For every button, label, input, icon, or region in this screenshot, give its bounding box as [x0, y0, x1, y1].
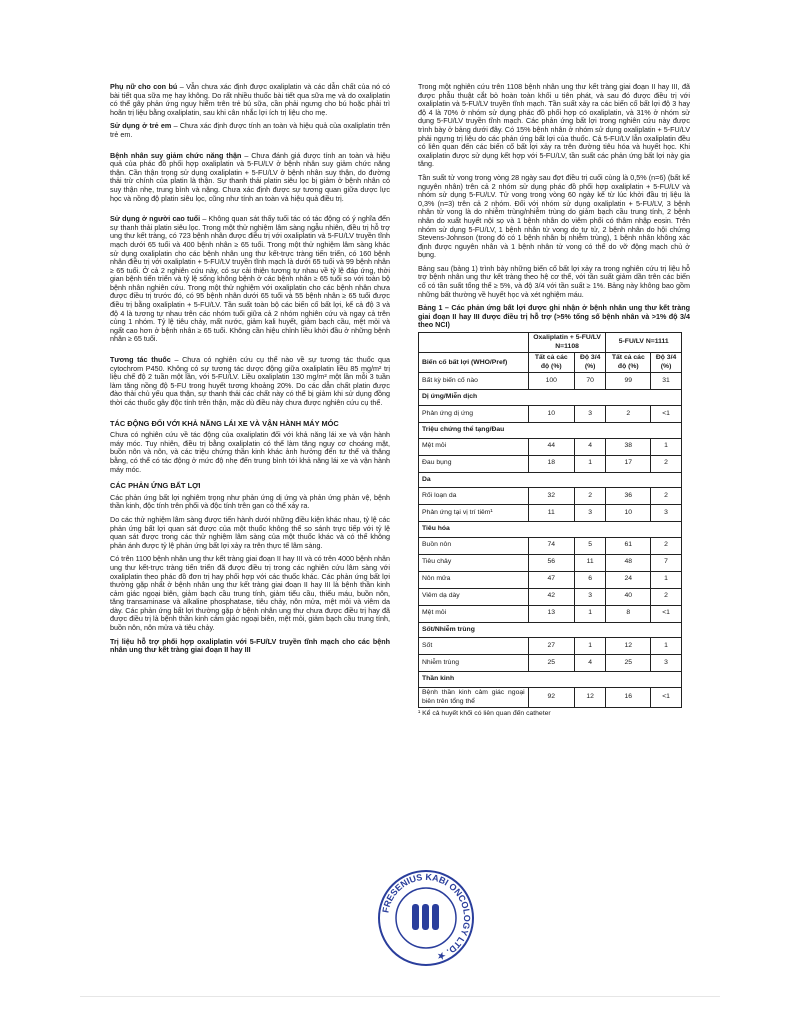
table-cell-grade-34-2: 31 — [651, 373, 682, 390]
table-cell-event: Buồn nôn — [419, 537, 529, 554]
table-body — [419, 373, 682, 708]
table-cell-all-grades-2: 38 — [606, 438, 651, 455]
text-children: – Chưa xác định được tính an toàn và hiệu quả của oxaliplatin trên trẻ em. — [110, 121, 390, 139]
table-cell-event: Nhiễm trùng — [419, 655, 529, 672]
right-column — [418, 83, 690, 719]
table-section-label: Tiêu hóa — [419, 522, 682, 538]
paragraph-driving: Chưa có nghiên cứu về tác động của oxaliplatin đối với khả năng lái xe và vận hành máy móc. Tuy nhiên, điều trị bằng oxaliplatin có thể làm tăng nguy cơ choáng mặt, buồn nôn và nôn, và các triệu chứng thần kinh khác ảnh hưởng đến tư thế và thăng bằng, có thể có tác động ở mức độ nhẹ đến trung bình tới khả năng lái xe và vận hành máy móc. — [110, 430, 390, 474]
left-column — [110, 83, 390, 660]
heading-breastfeeding: Phụ nữ cho con bú — [110, 82, 178, 91]
heading-interactions: Tương tác thuốc — [110, 355, 171, 365]
table-cell-grade-34-2: 1 — [651, 571, 682, 588]
table-cell-grade-34: 6 — [574, 571, 606, 588]
table-cell-grade-34-2: <1 — [651, 687, 682, 707]
table-cell-grade-34: 2 — [574, 488, 606, 505]
table-section-label: Thần kinh — [419, 672, 682, 688]
heading-adverse-reactions: CÁC PHẢN ỨNG BẤT LỢI — [110, 481, 201, 491]
table-cell-event: Bất kỳ biến cố nào — [419, 373, 529, 390]
text-renal: – Chưa đánh giá được tính an toàn và hiệu quả của phác đồ phối hợp oxaliplatin và 5-FU/LV ở bệnh nhân suy giảm chức năng thận. Cần thận trọng sử dụng oxaliplatin + 5-FU/LV ở bệnh nhân suy thận, do đường thải trừ chính của platin là thận. Sự thanh thải platin siêu lọc bị giảm ở bệnh nhân có suy thận nhẹ, trung bình và nặng. Chưa xác định được sự tương quan giữa dược lực học và nồng độ platin siêu lọc, cũng như tính an toàn và hiệu quả điều trị. — [110, 150, 390, 203]
heading-children: Sử dụng ở trẻ em — [110, 121, 172, 131]
table-cell-grade-34-2: 1 — [651, 638, 682, 655]
table-cell-all-grades-2: 24 — [606, 571, 651, 588]
adverse-events-table — [418, 332, 682, 708]
table-header-event: Biến cố bất lợi (WHO/Pref) — [419, 353, 529, 373]
table-cell-event: Sốt — [419, 638, 529, 655]
table-cell-event: Mệt mỏi — [419, 605, 529, 622]
table-cell-all-grades: 27 — [528, 638, 574, 655]
table-cell-event: Nôn mửa — [419, 571, 529, 588]
table-cell-grade-34: 4 — [574, 655, 606, 672]
table-row — [419, 373, 682, 390]
table-cell-grade-34: 1 — [574, 455, 606, 472]
table-cell-grade-34: 4 — [574, 438, 606, 455]
table-section-label: Sốt/Nhiễm trùng — [419, 622, 682, 638]
table-cell-all-grades-2: 17 — [606, 455, 651, 472]
heading-driving: TÁC ĐỘNG ĐỐI VỚI KHẢ NĂNG LÁI XE VÀ VẬN HÀNH MÁY MÓC — [110, 418, 339, 428]
table-cell-grade-34: 3 — [574, 588, 606, 605]
table-row — [419, 406, 682, 423]
table-row — [419, 488, 682, 505]
table-cell-event: Mệt mỏi — [419, 438, 529, 455]
paragraph-adverse-3: Có trên 1100 bệnh nhân ung thư kết tràng giai đoạn II hay III và có trên 4000 bệnh nhân ung thư kết-trực tràng tiến triển đã được điều trị trong các nghiên cứu lâm sàng với oxaliplatin theo phác đồ đơn trị hay phối hợp với các thuốc khác. Các phản ứng bất lợi thường gặp nhất ở bệnh nhân ung thư kết tràng giai đoạn II hay III là bệnh thần kinh cảm giác ngoại biên, giảm bạch cầu trung tính, giảm tiểu cầu, thiếu máu, buồn nôn, tăng transaminase và alkaline phosphatase, tiêu chảy, nôn mửa, mệt mỏi và viêm da dày. Các phản ứng bất lợi thường gặp ở bệnh nhân ung thư chưa được điều trị hay đã được điều trị là bệnh thần kinh cảm giác ngoại biên, mệt mỏi, giảm bạch cầu trung tính, buồn nôn, nôn mửa và tiêu chảy. — [110, 554, 391, 633]
table-cell-grade-34: 5 — [574, 537, 606, 554]
table-section-label: Dị ứng/Miễn dịch — [419, 390, 682, 406]
table-footnote: ¹ Kể cả huyết khối có liên quan đến catheter — [418, 710, 551, 718]
table-cell-grade-34-2: <1 — [651, 605, 682, 622]
table-cell-all-grades: 42 — [528, 588, 574, 605]
table-cell-all-grades: 11 — [528, 505, 574, 522]
table-cell-all-grades: 44 — [528, 438, 574, 455]
table-section-row — [419, 522, 682, 538]
heading-adjuvant-therapy: Trị liệu hỗ trợ phối hợp oxaliplatin với 5-FU/LV truyền tĩnh mạch cho các bệnh nhân ung thư kết tràng giai đoạn II hay III — [110, 636, 390, 655]
table-cell-all-grades-2: 2 — [606, 406, 651, 423]
table-cell-grade-34-2: 2 — [651, 455, 682, 472]
table-cell-grade-34-2: 2 — [651, 488, 682, 505]
svg-text:FRESENIUS KABI ONCOLOGY LTD. ★: FRESENIUS KABI ONCOLOGY LTD. ★ — [380, 871, 473, 963]
paragraph-elderly — [110, 215, 390, 344]
paragraph-mortality: Tần suất tử vong trong vòng 28 ngày sau đợt điều trị cuối cùng là 0,5% (n=6) (bất kể nguyên nhân) trên cả 2 nhóm sử dụng phác đồ phối hợp oxaliplatin + 5-FU/LV và nhóm sử dụng 5-FU/LV. Tử vong trong vòng 60 ngày kể từ lúc khởi đầu trị liệu là 0,3% (n=3) trên cả 2 nhóm. Đối với nhóm sử dụng oxaliplatin + 5-FU/LV, 3 bệnh nhân tử vong là do nhiễm trùng/nhiễm trùng do giảm bạch cầu trung tính, 2 bệnh nhân do xuất huyết nội sọ và 1 bệnh nhân do viêm phổi có thâm nhập eosin. Trên nhóm sử dụng 5-FU/LV, 1 bệnh nhân tử vong do tự tử, 2 bệnh nhân do hội chứng Stevens-Johnson (trong đó có 1 bệnh nhân bị nhiễm trùng), 1 bệnh nhân không xác định được nguyên nhân và 1 bệnh nhân tử vong có thể do vỡ động mạch chủ ở bụng. — [418, 172, 690, 260]
table-section-row — [419, 672, 682, 688]
table-cell-grade-34: 1 — [574, 605, 606, 622]
table-cell-grade-34-2: 7 — [651, 554, 682, 571]
table-row — [419, 438, 682, 455]
table-cell-all-grades: 13 — [528, 605, 574, 622]
table-header-oxaliplatin: Oxaliplatin + 5-FU/LV N=1108 — [528, 333, 606, 353]
table-cell-all-grades: 56 — [528, 554, 574, 571]
table-section-label: Triệu chứng thể tạng/Đau — [419, 423, 682, 439]
paragraph-interactions — [110, 356, 390, 408]
table-cell-grade-34: 11 — [574, 554, 606, 571]
table-cell-grade-34-2: 2 — [651, 588, 682, 605]
table-cell-all-grades-2: 61 — [606, 537, 651, 554]
table-row — [419, 588, 682, 605]
table-cell-grade-34-2: 3 — [651, 655, 682, 672]
table-cell-event: Bệnh thần kinh cảm giác ngoại biên trên tổng thể — [419, 687, 529, 707]
paragraph-table-intro: Bảng sau (bảng 1) trình bày những biến cố bất lợi xảy ra trong nghiên cứu trị liệu hỗ trợ bệnh nhân ung thư kết tràng theo hệ cơ thể, với tần suất giảm dần trên các biến cố có tần suất tổng thể ≥ 5%, và độ 3/4 với tần suất ≥ 1%. Bảng này không bao gồm những bất thường về huyết học và xét nghiệm máu. — [418, 263, 690, 299]
table-cell-event: Phản ứng dị ứng — [419, 406, 529, 423]
text-breastfeeding: – Vẫn chưa xác định được oxaliplatin và các dẫn chất của nó có bài tiết qua sữa mẹ hay không. Do rất nhiều thuốc bài tiết qua sữa mẹ và do oxaliplatin có thể gây phản ứng nguy hiểm trên trẻ bú sữa, cần phải ngưng cho bú hoặc phải trì hoãn trị liệu bằng oxaliplatin, sau khi cân nhắc lợi ích trị liệu cho mẹ. — [110, 82, 390, 117]
table-cell-grade-34: 12 — [574, 687, 606, 707]
table-row — [419, 537, 682, 554]
table-section-label: Da — [419, 472, 682, 488]
table-header-all-grades-2: Tất cả các độ (%) — [606, 353, 651, 373]
table-cell-all-grades-2: 36 — [606, 488, 651, 505]
table-row — [419, 655, 682, 672]
table-section-row — [419, 390, 682, 406]
table-row — [419, 455, 682, 472]
table-cell-all-grades: 74 — [528, 537, 574, 554]
table-cell-grade-34-2: 3 — [651, 505, 682, 522]
table-row — [419, 571, 682, 588]
table-header-grade-34-2: Độ 3/4 (%) — [651, 353, 682, 373]
table-cell-all-grades: 25 — [528, 655, 574, 672]
table-cell-event: Rối loạn da — [419, 488, 529, 505]
table-cell-all-grades: 47 — [528, 571, 574, 588]
table-section-row — [419, 622, 682, 638]
table-cell-grade-34-2: 2 — [651, 537, 682, 554]
table-cell-all-grades-2: 25 — [606, 655, 651, 672]
table-cell-event: Tiêu chảy — [419, 554, 529, 571]
heading-elderly: Sử dụng ở người cao tuổi — [110, 214, 201, 224]
table-section-row — [419, 472, 682, 488]
table-cell-all-grades-2: 10 — [606, 505, 651, 522]
table-cell-event: Phản ứng tại vị trí tiêm¹ — [419, 505, 529, 522]
table-cell-grade-34-2: <1 — [651, 406, 682, 423]
company-seal — [376, 868, 476, 968]
table-header-empty — [419, 333, 529, 353]
table-header-all-grades: Tất cả các độ (%) — [528, 353, 574, 373]
table-cell-grade-34: 3 — [574, 505, 606, 522]
paragraph-children — [110, 122, 390, 139]
table-section-row — [419, 423, 682, 439]
table-row — [419, 687, 682, 707]
text-elderly: – Không quan sát thấy tuổi tác có tác động có ý nghĩa đến sự thanh thải platin siêu lọc. Trong một thử nghiệm lâm sàng ngẫu nhiên, điều trị hỗ trợ ung thư kết tràng, có 723 bệnh nhân được điều trị với oxaliplatin và 5-FU/LV truyền tĩnh mạch dưới 65 tuổi và 400 bệnh nhân ≥ 65 tuổi. Trong một thử nghiệm lâm sàng khác sử dụng oxaliplatin cho các bệnh nhân ung thư kết-trực tràng tiến triển, có 160 bệnh nhân điều trị với oxaliplatin + 5-FU/LV truyền tĩnh mạch là dưới 65 tuổi và 99 bệnh nhân ≥ 65 tuổi. Ở cả 2 nghiên cứu này, có sự cải thiện tương tự nhau về tỷ lệ đáp ứng, thời gian bệnh tiến triển và tỷ lệ sống không bệnh ở các bệnh nhân ≥ 65 tuổi so với toàn bộ bệnh nhân nghiên cứu. Trong một thử nghiệm với oxaliplatin cho các bệnh nhân chưa được điều trị trước đó, có 95 bệnh nhân dưới 65 tuổi và 55 bệnh nhân ≥ 65 tuổi được điều trị bằng oxaliplatin + 5-FU/LV. Tần suất toàn bộ các biến cố bất lợi, kể cả độ 3 và độ 4 là tương tự nhau trên các nhóm tuổi giữa cả 2 nhóm nghiên cứu và ngay cả trên cùng 1 nhóm. Tỷ lệ tiêu chảy, mất nước, giảm kali huyết, giảm bạch cầu, mệt mỏi và ngất cao hơn ở bệnh nhân ≥ 65 tuổi. Không cần hiệu chỉnh liều khởi đầu ở những bệnh nhân ≥ 65 tuổi. — [110, 214, 390, 344]
paragraph-adverse-2: Do các thử nghiệm lâm sàng được tiến hành dưới những điều kiện khác nhau, tỷ lệ các phản ứng bất lợi quan sát được của một thuốc không thể so sánh trực tiếp với tỷ lệ quan sát được trong các thử nghiệm lâm sàng của một thuốc khác và có thể không phản ánh được tỷ lệ phản ứng bất lợi xảy ra trên thực tế lâm sàng. — [110, 514, 390, 550]
table-header-grade-34: Độ 3/4 (%) — [574, 353, 606, 373]
table-header-5fu: 5-FU/LV N=1111 — [606, 333, 682, 353]
text-interactions: – Chưa có nghiên cứu cụ thể nào về sự tương tác thuốc qua cytochrom P450. Không có sự tương tác dược động giữa oxaliplatin liều 85 mg/m² trị liệu chế độ 2 tuần một lần, với 5-FU/LV. Liều oxaliplatin 130 mg/m² một lần mỗi 3 tuần làm tăng nồng độ 5-FU trong huyết tương khoảng 20%. Do các dẫn chất platin được đào thải chủ yếu qua thận, sự thanh thải các chất này có thể bị giảm khi sử dụng đồng thời các thuốc gây độc tính trên thận, mặc dù điều này chưa được nghiên cứu cụ thể. — [110, 355, 390, 407]
table-row — [419, 505, 682, 522]
table-cell-event: Đau bụng — [419, 455, 529, 472]
table-cell-all-grades-2: 8 — [606, 605, 651, 622]
table-cell-all-grades-2: 16 — [606, 687, 651, 707]
table-cell-event: Viêm dạ dày — [419, 588, 529, 605]
table-cell-grade-34-2: 1 — [651, 438, 682, 455]
table-row — [419, 605, 682, 622]
table-row — [419, 638, 682, 655]
table-cell-grade-34: 1 — [574, 638, 606, 655]
table-cell-all-grades-2: 40 — [606, 588, 651, 605]
table-cell-all-grades: 100 — [528, 373, 574, 390]
page-edge-line — [80, 996, 720, 997]
table-cell-all-grades-2: 99 — [606, 373, 651, 390]
paragraph-breastfeeding — [110, 83, 390, 117]
table-cell-all-grades: 92 — [528, 687, 574, 707]
table-cell-all-grades: 18 — [528, 455, 574, 472]
table-cell-grade-34: 3 — [574, 406, 606, 423]
heading-renal: Bệnh nhân suy giảm chức năng thận — [110, 150, 242, 160]
table-cell-all-grades: 10 — [528, 406, 574, 423]
table-cell-grade-34: 70 — [574, 373, 606, 390]
table-cell-all-grades: 32 — [528, 488, 574, 505]
table-row — [419, 554, 682, 571]
table-cell-all-grades-2: 12 — [606, 638, 651, 655]
table-cell-all-grades-2: 48 — [606, 554, 651, 571]
table-caption: Bảng 1 – Các phản ứng bất lợi được ghi nhận ở bệnh nhân ung thư kết tràng giai đoạn II hay III được điều trị hỗ trợ (>5% tổng số bệnh nhân và >1% độ 3/4 theo NCI) — [418, 303, 690, 330]
paragraph-adverse-1: Các phản ứng bất lợi nghiêm trọng như phản ứng dị ứng và phản ứng phản vệ, bệnh thần kinh, độc tính trên phổi và độc tính trên gan có thể xảy ra. — [110, 492, 390, 511]
paragraph-renal — [110, 152, 390, 204]
paragraph-study: Trong một nghiên cứu trên 1108 bệnh nhân ung thư kết tràng giai đoạn II hay III, đã được phẫu thuật cắt bỏ hoàn toàn khối u tiên phát, và sau đó được điều trị với oxaliplatin và 5-FU/LV truyền tĩnh mạch. Tần suất xảy ra các biến cố bất lợi độ 3 hay độ 4 là 70% ở nhóm sử dụng phác đồ phối hợp có oxaliplatin, và 31% ở nhóm sử dụng 5-FU/LV truyền tĩnh mạch. Các phản ứng bất lợi trong nghiên cứu này được trình bày ở bảng dưới đây. Có 15% bệnh nhân ở nhóm sử dụng oxaliplatin + 5-FU/LV phải ngưng trị liệu do các phản ứng bất lợi của thuốc. Cả 5-FU/LV lẫn oxaliplatin đều có liên quan đến các biến cố bất lợi xảy ra trên đường tiêu hóa và huyết học. Khi oxaliplatin được sử dụng kết hợp với 5-FU/LV, tần suất các phản ứng bất lợi này gia tăng. — [418, 82, 690, 169]
